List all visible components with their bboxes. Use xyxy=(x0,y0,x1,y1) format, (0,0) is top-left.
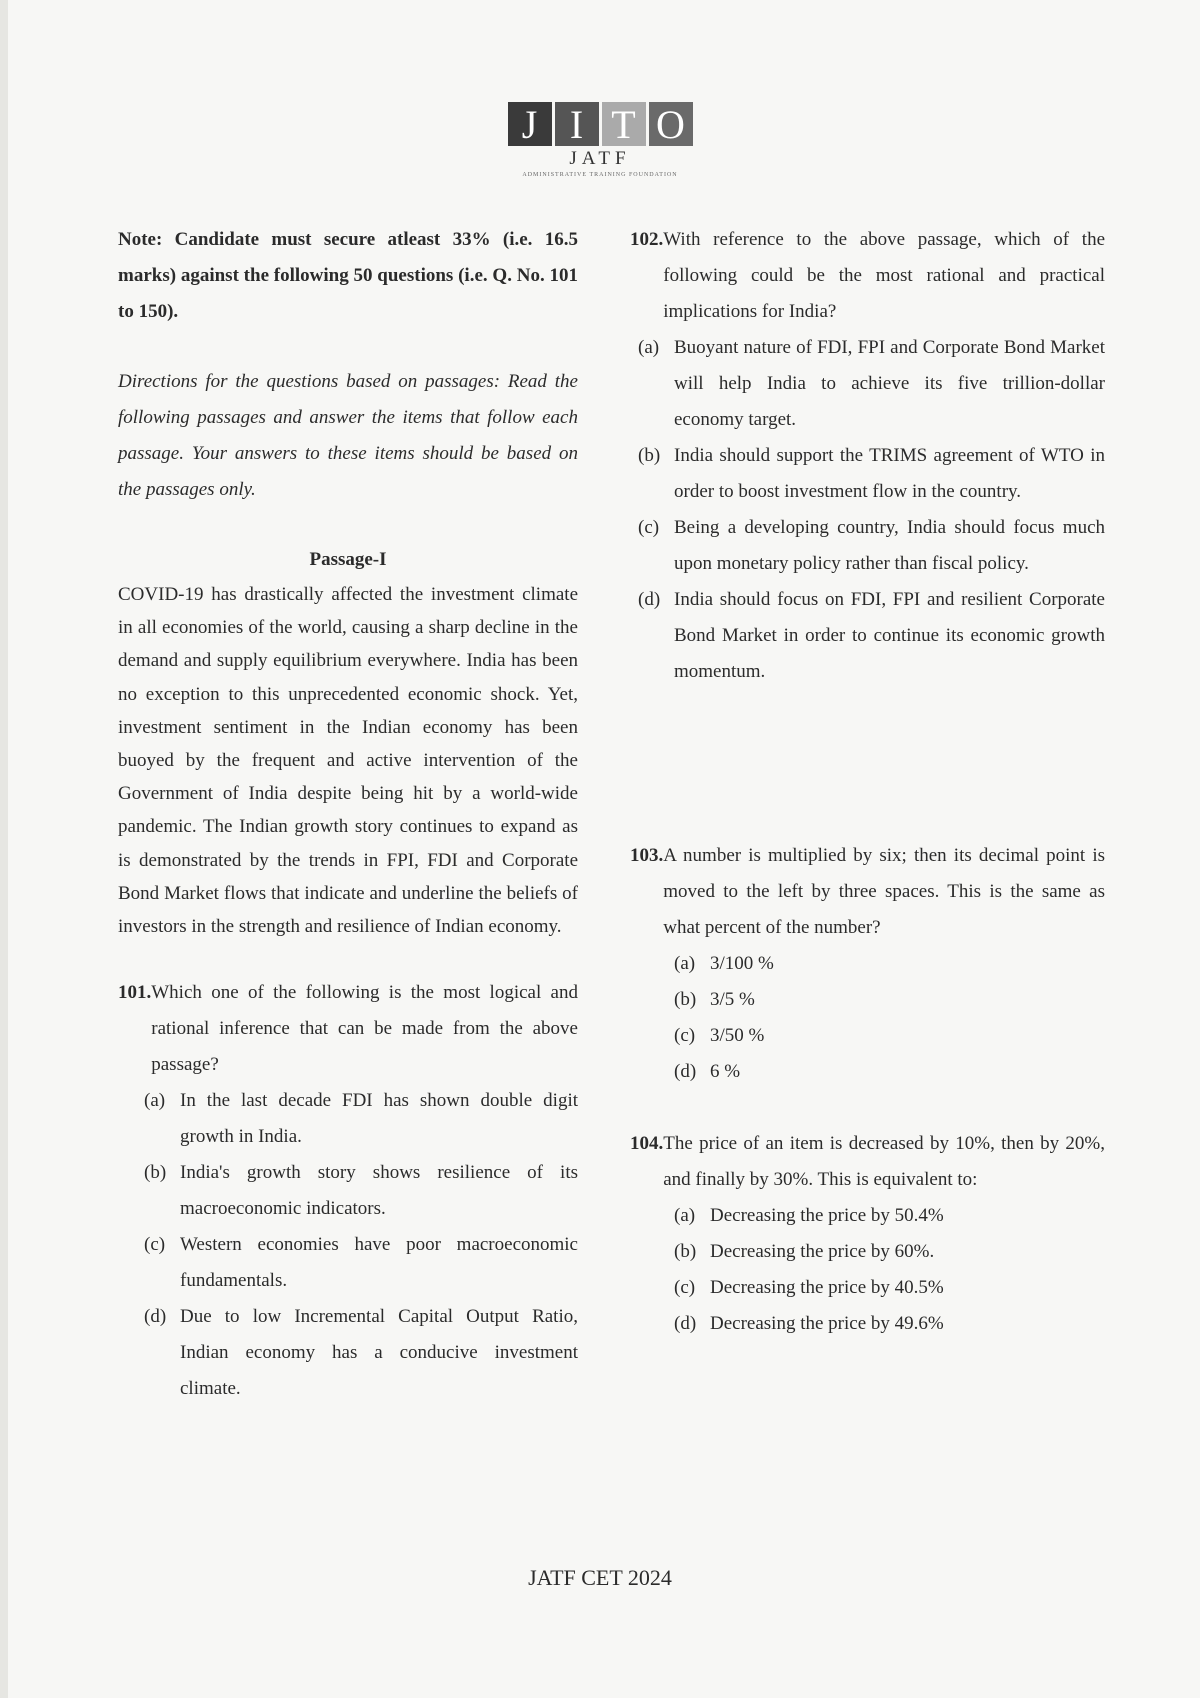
question-stem: Which one of the following is the most logical and rational inference that can be made from the above passage? xyxy=(151,982,578,1076)
option-label: (a) xyxy=(674,953,696,974)
option-label: (d) xyxy=(144,1306,167,1328)
option-label: (c) xyxy=(674,1277,696,1298)
option-label: (a) xyxy=(638,337,660,358)
option-c[interactable] xyxy=(674,1270,1105,1306)
option-text: India should support the TRIMS agreement of WTO in order to boost investment flow in the country. xyxy=(674,445,1105,502)
passage-text: COVID-19 has drastically affected the investment climate in all economies of the world, causing a sharp decline in the demand and supply equilibrium everywhere. India has been no exception to this unprecedented economic shock. Yet, investment sentiment in the Indian economy has been buoyed by the frequent and active intervention of the Government of India despite being hit by a world-wide pandemic. The Indian growth story continues to expand as is demonstrated by the trends in FPI, FDI and Corporate Bond Market flows that indicate and underline the beliefs of investors in the strength and resilience of Indian economy. xyxy=(118,584,578,938)
question-stem: With reference to the above passage, which of the following could be the most rational and practical implications for India? xyxy=(663,229,1105,322)
option-label: (b) xyxy=(674,1241,697,1262)
option-text: India's growth story shows resilience of its macroeconomic indicators. xyxy=(180,1162,578,1220)
question-number: 103. xyxy=(630,845,664,866)
question-stem: The price of an item is decreased by 10%, then by 20%, and finally by 30%. This is equivalent to: xyxy=(663,1133,1105,1190)
option-b[interactable] xyxy=(144,1155,578,1227)
option-label: (b) xyxy=(144,1162,167,1184)
page-edge xyxy=(0,0,8,1698)
option-d[interactable] xyxy=(674,1306,1105,1342)
page-footer: JATF CET 2024 xyxy=(528,1565,672,1590)
option-d[interactable] xyxy=(674,1054,1105,1090)
right-column xyxy=(630,222,1105,690)
option-c[interactable] xyxy=(674,1018,1105,1054)
note-text: Note: Candidate must secure atleast 33% (i.e. 16.5 marks) against the following 50 questions (i.e. Q. No. 101 to 150). xyxy=(118,229,578,322)
option-text: Decreasing the price by 60%. xyxy=(710,1241,935,1262)
option-text: 3/50 % xyxy=(710,1025,765,1046)
option-text: 3/100 % xyxy=(710,953,774,974)
option-a[interactable] xyxy=(674,946,1105,982)
question-number: 104. xyxy=(630,1133,664,1154)
option-label: (b) xyxy=(674,989,697,1010)
logo-letter: T xyxy=(602,102,646,146)
option-label: (c) xyxy=(674,1025,696,1046)
option-text: Decreasing the price by 49.6% xyxy=(710,1313,944,1334)
question-103 xyxy=(630,838,1105,1090)
directions-text: Directions for the questions based on passages: Read the following passages and answer the items that follow each passage. Your answers to these items should be based on the passages only. xyxy=(118,371,578,500)
logo-tagline: ADMINISTRATIVE TRAINING FOUNDATION xyxy=(522,172,678,178)
jito-logo xyxy=(0,102,1200,181)
option-label: (d) xyxy=(674,1313,697,1334)
option-text: In the last decade FDI has shown double digit growth in India. xyxy=(180,1090,578,1148)
option-c[interactable] xyxy=(638,510,1105,582)
option-label: (d) xyxy=(638,589,661,610)
option-text: Buoyant nature of FDI, FPI and Corporate Bond Market will help India to achieve its five trillion-dollar economy target. xyxy=(674,337,1105,430)
option-c[interactable] xyxy=(144,1227,578,1299)
option-text: Western economies have poor macroeconomic fundamentals. xyxy=(180,1234,578,1292)
option-label: (d) xyxy=(674,1061,697,1082)
passage-title: Passage-I xyxy=(309,549,387,570)
option-d[interactable] xyxy=(144,1299,578,1407)
option-text: Decreasing the price by 40.5% xyxy=(710,1277,944,1298)
question-101 xyxy=(118,975,578,1407)
question-number: 102. xyxy=(630,229,664,250)
option-text: Decreasing the price by 50.4% xyxy=(710,1205,944,1226)
option-a[interactable] xyxy=(674,1198,1105,1234)
option-label: (a) xyxy=(144,1090,166,1112)
option-a[interactable] xyxy=(638,330,1105,438)
logo-letter: J xyxy=(508,102,552,146)
question-number: 101. xyxy=(118,982,152,1004)
option-text: Due to low Incremental Capital Output Ratio, Indian economy has a conducive investment climate. xyxy=(180,1306,578,1400)
logo-letters xyxy=(508,102,693,146)
option-a[interactable] xyxy=(144,1083,578,1155)
logo-letter: I xyxy=(555,102,599,146)
option-text: India should focus on FDI, FPI and resilient Corporate Bond Market in order to continue its economic growth momentum. xyxy=(674,589,1105,682)
option-b[interactable] xyxy=(674,1234,1105,1270)
option-b[interactable] xyxy=(638,438,1105,510)
option-label: (a) xyxy=(674,1205,696,1226)
question-102 xyxy=(630,222,1105,690)
option-label: (b) xyxy=(638,445,661,466)
option-text: Being a developing country, India should focus much upon monetary policy rather than fiscal policy. xyxy=(674,517,1105,574)
option-label: (c) xyxy=(144,1234,166,1256)
option-d[interactable] xyxy=(638,582,1105,690)
logo-letter: O xyxy=(649,102,693,146)
option-text: 6 % xyxy=(710,1061,741,1082)
question-104 xyxy=(630,1126,1105,1342)
left-column xyxy=(118,222,578,1407)
option-b[interactable] xyxy=(674,982,1105,1018)
logo-subtitle: JATF xyxy=(569,148,631,169)
option-text: 3/5 % xyxy=(710,989,755,1010)
option-label: (c) xyxy=(638,517,660,538)
question-stem: A number is multiplied by six; then its decimal point is moved to the left by three spaces. This is the same as what percent of the number? xyxy=(663,845,1105,938)
